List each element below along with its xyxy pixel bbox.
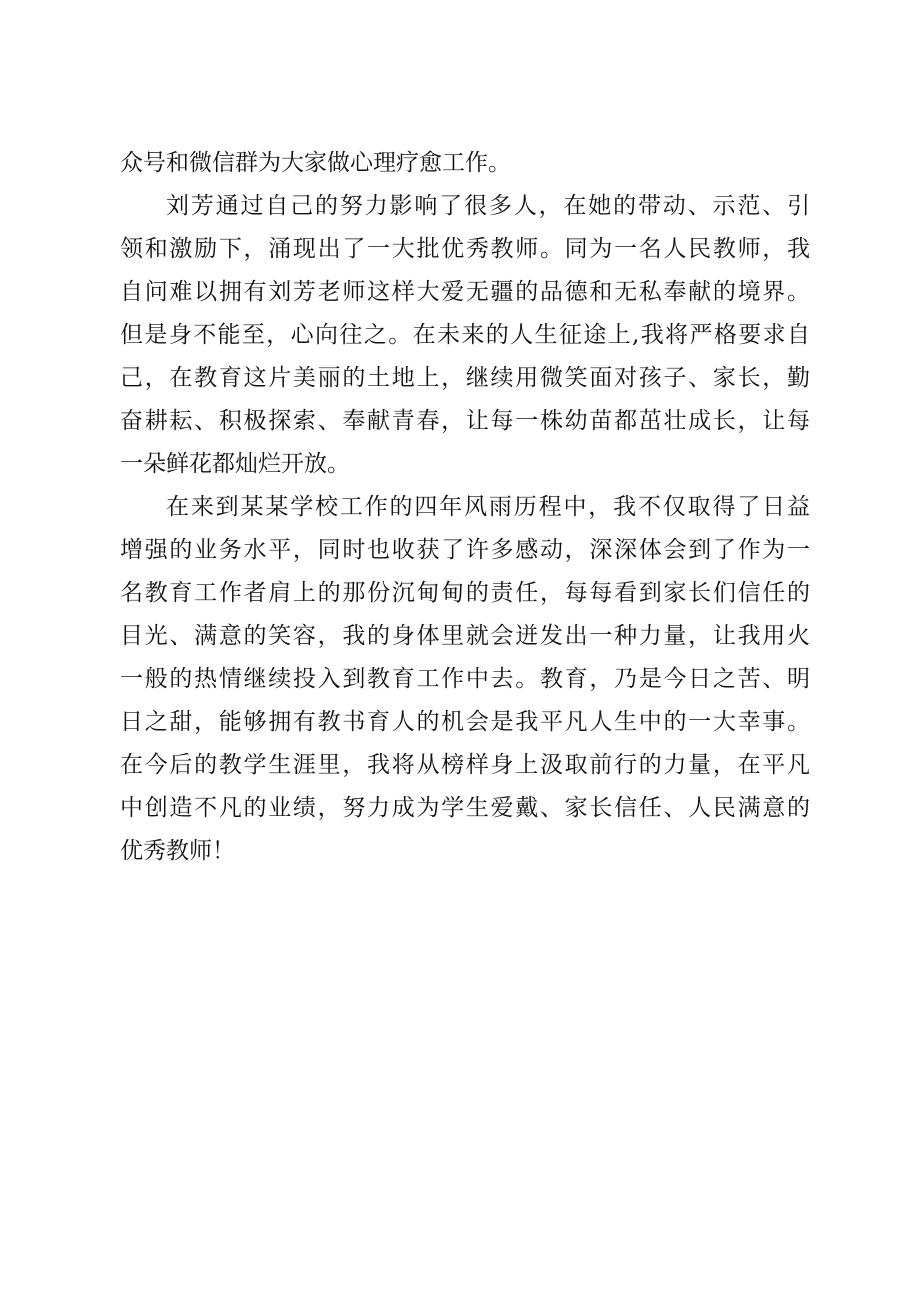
- text-line: 日之甜，能够拥有教书育人的机会是我平凡人生中的一大幸事。: [120, 709, 810, 735]
- text-line: 优秀教师！: [120, 838, 235, 864]
- text-line: 奋耕耘、积极探索、奉献青春，让每一株幼苗都茁壮成长，让每: [120, 408, 810, 434]
- text-line: 在今后的教学生涯里，我将从榜样身上汲取前行的力量，在平凡: [120, 752, 810, 778]
- text-line: 自问难以拥有刘芳老师这样大爱无疆的品德和无私奉献的境界。: [120, 279, 810, 305]
- text-line: 增强的业务水平，同时也收获了许多感动，深深体会到了作为一: [120, 537, 810, 563]
- text-line: 领和激励下，涌现出了一大批优秀教师。同为一名人民教师，我: [120, 236, 810, 262]
- text-line: 己，在教育这片美丽的土地上，继续用微笑面对孩子、家长，勤: [120, 365, 810, 391]
- text-line: 在来到某某学校工作的四年风雨历程中，我不仅取得了日益: [166, 494, 810, 520]
- text-line: 但是身不能至，心向往之。在未来的人生征途上,我将严格要求自: [120, 322, 810, 348]
- text-line: 众号和微信群为大家做心理疗愈工作。: [120, 150, 511, 176]
- text-line: 中创造不凡的业绩，努力成为学生爱戴、家长信任、人民满意的: [120, 795, 810, 821]
- text-line: 刘芳通过自己的努力影响了很多人，在她的带动、示范、引: [166, 193, 810, 219]
- text-line: 名教育工作者肩上的那份沉甸甸的责任，每每看到家长们信任的: [120, 580, 810, 606]
- text-line: 一般的热情继续投入到教育工作中去。教育，乃是今日之苦、明: [120, 666, 810, 692]
- body-text: [120, 142, 810, 873]
- text-line: 一朵鲜花都灿烂开放。: [120, 451, 350, 477]
- text-line: 目光、满意的笑容，我的身体里就会迸发出一种力量，让我用火: [120, 623, 810, 649]
